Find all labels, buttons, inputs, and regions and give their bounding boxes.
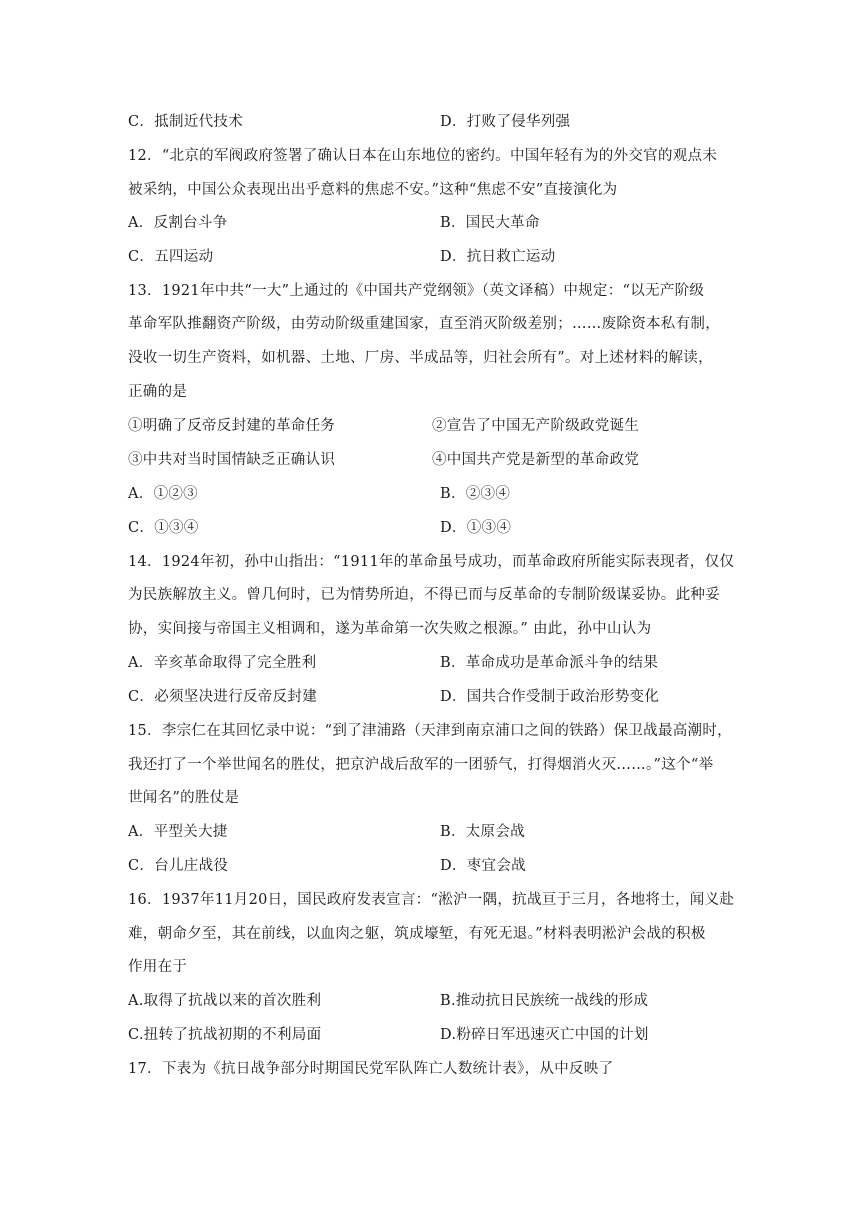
q13-option-d: D．①③④ xyxy=(440,520,512,536)
q13-item-1: ①明确了反帝反封建的革命任务 xyxy=(128,418,336,434)
q12-option-d: D．抗日救亡运动 xyxy=(440,249,556,265)
q11-option-d: D．打败了侵华列强 xyxy=(440,114,571,130)
q14-option-d: D．国共合作受制于政治形势变化 xyxy=(440,689,660,705)
q13-stem-line-3: 没收一切生产资料，如机器、土地、厂房、半成品等，归社会所有”。对上述材料的解读， xyxy=(128,350,713,366)
q13-stem-line-1: 13．1921年中共“一大”上通过的《中国共产党纲领》（英文译稿）中规定：“以无产阶级 xyxy=(128,283,705,299)
q14-option-a: A．辛亥革命取得了完全胜利 xyxy=(128,655,317,671)
q14-stem-line-1: 14．1924年初，孙中山指出：“1911年的革命虽号成功，而革命政府所能实际表现者，仅仅 xyxy=(128,554,735,570)
q14-option-b: B．革命成功是革命派斗争的结果 xyxy=(440,655,659,671)
q12-stem-line-2: 被采纳，中国公众表现出出乎意料的焦虑不安。”这种“焦虑不安”直接演化为 xyxy=(128,182,618,198)
q15-stem-line-2: 我还打了一个举世闻名的胜仗，把京沪战后敌军的一团骄气，打得烟消火灭……。”这个“举 xyxy=(128,757,714,773)
q13-option-a: A．①②③ xyxy=(128,486,198,502)
q14-stem-line-3: 协，实间接与帝国主义相调和，遂为革命第一次失败之根源。” 由此，孙中山认为 xyxy=(128,621,652,637)
q16-option-d: D.粉碎日军迅速灭亡中国的计划 xyxy=(440,1027,649,1043)
q16-stem-line-3: 作用在于 xyxy=(128,959,188,975)
q16-option-a: A.取得了抗战以来的首次胜利 xyxy=(128,993,322,1009)
q12-option-a: A．反割台斗争 xyxy=(128,215,228,231)
q15-stem-line-3: 世闻名”的胜仗是 xyxy=(128,790,240,806)
q17-stem-line-1: 17．下表为《抗日战争部分时期国民党军队阵亡人数统计表》，从中反映了 xyxy=(128,1061,614,1077)
q16-stem-line-1: 16．1937年11月20日，国民政府发表宣言：“淞沪一隅，抗战亘于三月，各地将士，闻义赴 xyxy=(128,892,735,908)
q13-stem-line-2: 革命军队推翻资产阶级，由劳动阶级重建国家，直至消灭阶级差别；……废除资本私有制， xyxy=(128,316,720,332)
q13-item-4: ④中国共产党是新型的革命政党 xyxy=(432,452,640,468)
q12-stem-line-1: 12．“北京的军阀政府签署了确认日本在山东地位的密约。中国年轻有为的外交官的观点未 xyxy=(128,148,718,164)
q13-option-c: C．①③④ xyxy=(128,520,199,536)
q15-stem-line-1: 15．李宗仁在其回忆录中说：“到了津浦路（天津到南京浦口之间的铁路）保卫战最高潮时， xyxy=(128,723,732,739)
q16-stem-line-2: 难，朝命夕至，其在前线，以血肉之躯，筑成壕堑，有死无退。”材料表明淞沪会战的积极 xyxy=(128,926,706,942)
q11-option-c: C．抵制近代技术 xyxy=(128,114,243,130)
q15-option-d: D．枣宜会战 xyxy=(440,858,526,874)
q14-option-c: C．必须坚决进行反帝反封建 xyxy=(128,689,317,705)
q13-option-b: B．②③④ xyxy=(440,486,511,502)
q15-option-b: B．太原会战 xyxy=(440,824,525,840)
q14-stem-line-2: 为民族解放主义。曾几何时，已为情势所迫，不得已而与反革命的专制阶级谋妥协。此种妥 xyxy=(128,587,720,603)
q13-item-3: ③中共对当时国情缺乏正确认识 xyxy=(128,452,336,468)
q13-stem-line-4: 正确的是 xyxy=(128,384,188,400)
q16-option-c: C.扭转了抗战初期的不利局面 xyxy=(128,1027,322,1043)
q15-option-c: C．台儿庄战役 xyxy=(128,858,229,874)
q13-item-2: ②宣告了中国无产阶级政党诞生 xyxy=(432,418,640,434)
q16-option-b: B.推动抗日民族统一战线的形成 xyxy=(440,993,649,1009)
q15-option-a: A．平型关大捷 xyxy=(128,824,228,840)
q12-option-b: B．国民大革命 xyxy=(440,215,540,231)
q12-option-c: C．五四运动 xyxy=(128,249,214,265)
